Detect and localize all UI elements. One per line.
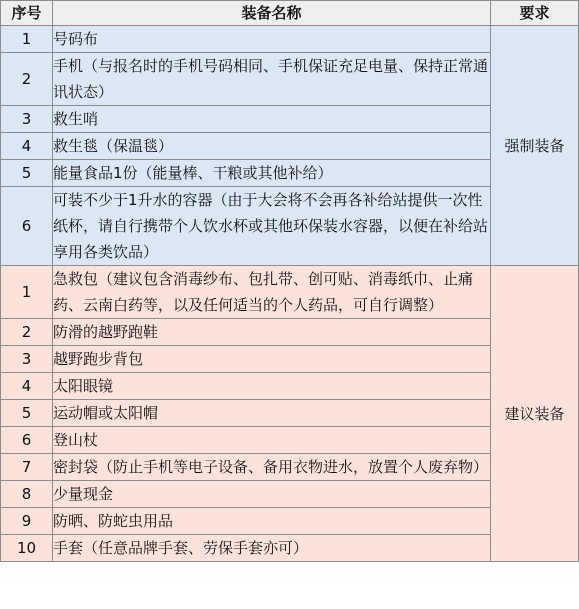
row-name: 太阳眼镜	[53, 373, 491, 400]
row-index: 4	[1, 373, 53, 400]
row-name: 手套（任意品牌手套、劳保手套亦可）	[53, 535, 491, 562]
row-index: 4	[1, 133, 53, 160]
requirement-suggested: 建议装备	[491, 266, 579, 562]
row-index: 7	[1, 454, 53, 481]
row-index: 1	[1, 266, 53, 319]
row-name: 防滑的越野跑鞋	[53, 319, 491, 346]
table-row	[1, 266, 579, 319]
row-name: 救生毯（保温毯）	[53, 133, 491, 160]
row-name: 防晒、防蛇虫用品	[53, 508, 491, 535]
header-requirement: 要求	[491, 1, 579, 26]
row-name: 登山杖	[53, 427, 491, 454]
row-index: 9	[1, 508, 53, 535]
row-name: 号码布	[53, 26, 491, 53]
requirement-mandatory: 强制装备	[491, 26, 579, 266]
table-row	[1, 26, 579, 53]
header-row	[1, 1, 579, 26]
row-index: 1	[1, 26, 53, 53]
header-name: 装备名称	[53, 1, 491, 26]
row-index: 3	[1, 106, 53, 133]
row-index: 8	[1, 481, 53, 508]
row-index: 6	[1, 187, 53, 266]
row-name: 越野跑步背包	[53, 346, 491, 373]
row-index: 2	[1, 319, 53, 346]
row-name: 少量现金	[53, 481, 491, 508]
row-name: 密封袋（防止手机等电子设备、备用衣物进水，放置个人废弃物）	[53, 454, 491, 481]
row-name: 运动帽或太阳帽	[53, 400, 491, 427]
row-index: 5	[1, 400, 53, 427]
row-name: 救生哨	[53, 106, 491, 133]
row-name: 急救包（建议包含消毒纱布、包扎带、创可贴、消毒纸巾、止痛药、云南白药等，以及任何适当的个人药品，可自行调整）	[53, 266, 491, 319]
row-index: 3	[1, 346, 53, 373]
row-index: 5	[1, 160, 53, 187]
row-name: 手机（与报名时的手机号码相同、手机保证充足电量、保持正常通讯状态）	[53, 53, 491, 106]
row-name: 可装不少于1升水的容器（由于大会将不会再各补给站提供一次性纸杯，请自行携带个人饮水杯或其他环保装水容器，以便在补给站享用各类饮品）	[53, 187, 491, 266]
row-index: 6	[1, 427, 53, 454]
header-index: 序号	[1, 1, 53, 26]
row-index: 2	[1, 53, 53, 106]
row-index: 10	[1, 535, 53, 562]
row-name: 能量食品1份（能量棒、干粮或其他补给）	[53, 160, 491, 187]
